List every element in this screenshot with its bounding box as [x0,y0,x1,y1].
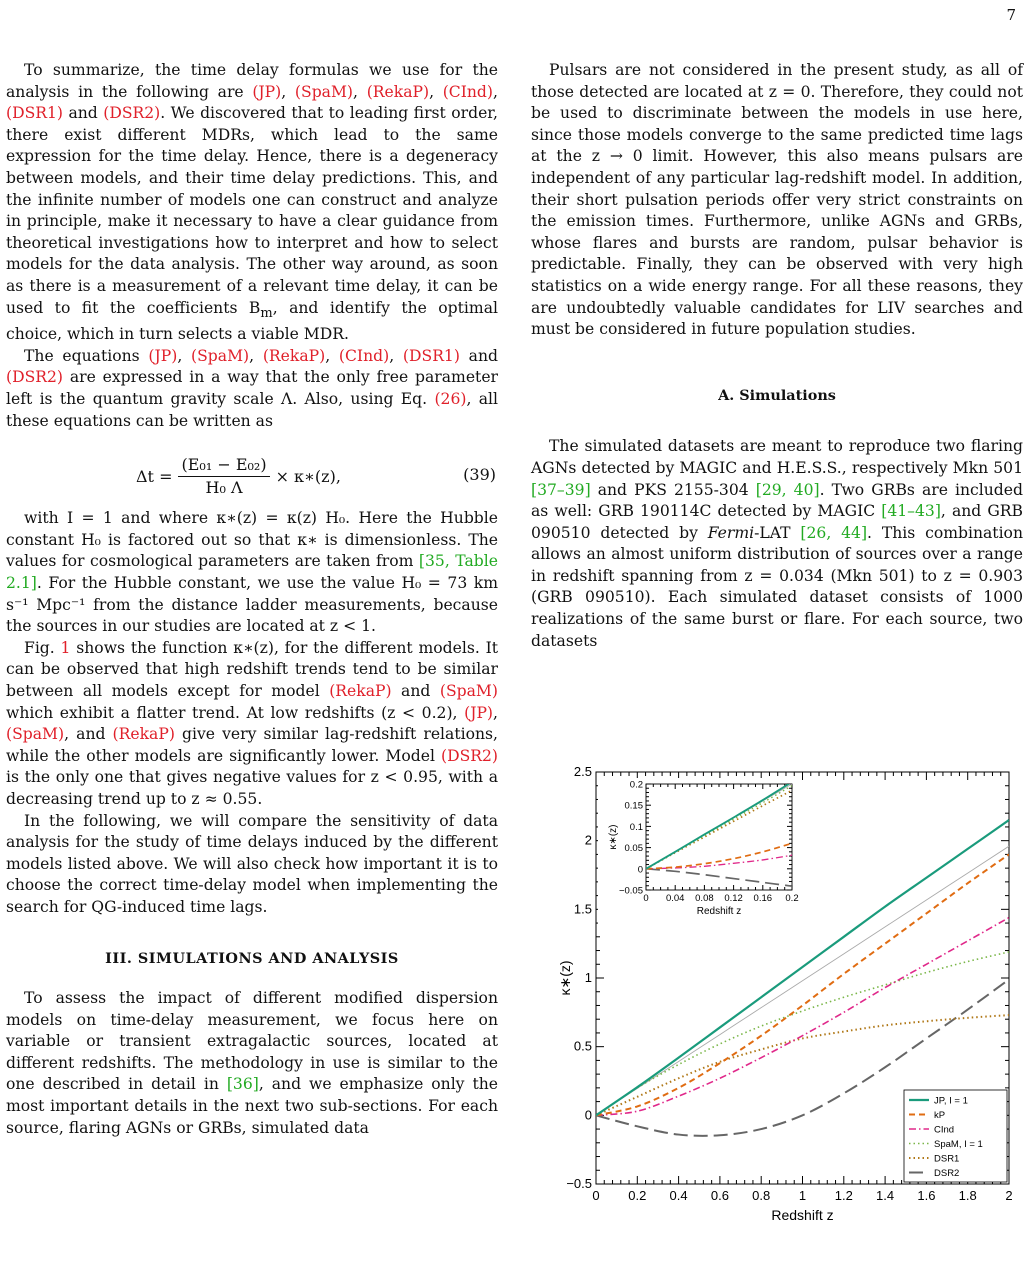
inset-y-tick-label: 0.15 [624,800,643,812]
equation-lhs: Δt = [136,466,173,486]
inset-y-tick-label: 0.1 [629,821,643,833]
inset-y-tick-label: 0.2 [629,779,643,791]
y-tick-label: 2 [584,832,592,848]
paragraph-equations: The equations (JP), (SpaM), (RekaP), (CInd), (DSR1) and (DSR2) are expressed in a way that the only free parameter left is the quantum gravity scale Λ. Also, using Eq. (26), all these equations can be written as [6,346,499,430]
chart-svg [556,760,1026,1230]
legend-label-kp: kP [934,1110,946,1121]
x-tick-label: 1.2 [834,1188,853,1203]
citation-36[interactable]: [36] [226,1075,259,1094]
y-tick-label: 2.5 [573,764,592,779]
x-tick-label: 1 [798,1188,807,1203]
legend-label-cind: CInd [934,1124,955,1136]
eq-ref-dsr2[interactable]: (DSR2) [440,746,498,765]
eq-ref-dsr1[interactable]: (DSR1) [402,346,460,365]
left-column [6,60,498,1139]
inset-y-tick-label: 0 [637,864,643,876]
paragraph-hubble: with I = 1 and where κ∗(z) = κ(z) H₀. Here the Hubble constant H₀ is factored out so that κ∗ is dimensionless. The values for cosmological parameters are taken from [35, Table 2.1]. For the Hubble constant, we use the value H₀ = 73 km s⁻¹ Mpc⁻¹ from the distance ladder measurements, because the sources in our studies are located at z < 1. [6,509,498,636]
inset-x-tick-label: 0.12 [724,893,743,904]
eq-ref-rekap[interactable]: (RekaP) [262,346,326,365]
eq-ref-jp[interactable]: (JP) [252,82,282,101]
legend-label-spam-i-1: SpaM, I = 1 [934,1139,983,1150]
x-tick-label: 1.4 [876,1188,895,1203]
citation-35[interactable]: [35, Table 2.1] [6,552,498,592]
x-tick-label: 0.6 [710,1188,729,1203]
equation-fraction [178,454,269,498]
eq-ref-spam[interactable]: (SpaM) [439,681,498,700]
y-tick-label: −0.5 [566,1176,592,1191]
equation-number: (39) [463,465,496,485]
paragraph-pulsars: Pulsars are not considered in the present study, as all of those detected are located at z = 0. Therefore, they could not be used to discriminate between the models in use here, since those models converge to the same predicted time lags at the z → 0 limit. However, this also means pulsars are independent of any particular lag-redshift model. In addition, their short pulsation periods offer very strict constraints on the emission times. Furthermore, unlike AGNs and GRBs, whose flares and bursts are random, pulsar behavior is predictable. Finally, they can be observed with very high statistics on a wide energy range. For all these reasons, they are undoubtedly valuable candidates for LIV searches and must be considered in future population studies. [531,61,1023,339]
eq-ref-dsr1[interactable]: (DSR1) [6,104,64,123]
y-tick-label: 1 [584,970,592,985]
eq-ref-rekap[interactable]: (RekaP) [366,82,430,101]
paragraph-methodology: To assess the impact of different modified dispersion models on time-delay measurement, we focus here on variable or transient extragalactic sources, located at different redshifts. The methodology in use is similar to the one described in detail in [36], and we emphasize only the most important details in the next two sub-sections. For each source, flaring AGNs or GRBs, simulated data [6,989,498,1137]
inset-x-tick-label: 0.04 [665,893,685,904]
eq-ref-cind[interactable]: (CInd) [442,82,494,101]
x-axis-label: Redshift z [771,1207,834,1223]
inset-y-axis-label: κ∗(z) [608,824,619,850]
y-axis-label: κ∗(z) [557,960,573,996]
citation-29-40[interactable]: [29, 40] [755,480,820,499]
subsection-heading: A. Simulations [718,386,836,404]
citation-41-43[interactable]: [41–43] [881,502,941,521]
eq-ref-spam[interactable]: (SpaM) [191,346,250,365]
citation-26-44[interactable]: [26, 44] [800,523,868,542]
x-tick-label: 0 [592,1188,600,1203]
eq-ref-26[interactable]: (26) [434,390,467,409]
inset-x-tick-label: 0.08 [695,893,714,904]
legend-label-dsr1: DSR1 [934,1153,960,1165]
equation-numerator: (E₀₁ − E₀₂) [178,454,269,477]
section-heading: III. SIMULATIONS AND ANALYSIS [105,950,399,968]
eq-ref-spam[interactable]: (SpaM) [6,725,65,744]
inset-x-axis-label: Redshift z [696,906,742,917]
right-column [531,60,1023,652]
inset-y-tick-label: 0.05 [624,843,643,855]
x-tick-label: 0.8 [752,1188,771,1203]
eq-ref-dsr2[interactable]: (DSR2) [103,104,161,123]
paragraph-simulations: The simulated datasets are meant to reproduce two flaring AGNs detected by MAGIC and H.E.S.S., respectively Mkn 501 [37–39] and PKS 2155-304 [29, 40]. Two GRBs are included as well: GRB 190114C detected by MAGIC [41–43], and GRB 090510 detected by Fermi-LAT [26, 44]. This combination allows an almost uniform distribution of sources over a range in redshift spanning from z = 0.034 (Mkn 501) to z = 0.903 (GRB 090510). Each simulated dataset consists of 1000 realizations of the same burst or flare. For each source, two datasets [531,437,1023,650]
figure-kappa-redshift [556,760,1026,1230]
eq-ref-jp[interactable]: (JP) [464,703,494,722]
equation-denominator: H₀ Λ [205,477,243,497]
citation-37-39[interactable]: [37–39] [531,480,591,499]
x-tick-label: 1.6 [917,1188,936,1203]
x-tick-label: 1.8 [958,1188,977,1203]
eq-ref-jp[interactable]: (JP) [148,346,178,365]
y-tick-label: 1.5 [573,901,592,917]
y-tick-label: 0.5 [573,1038,592,1054]
eq-ref-spam[interactable]: (SpaM) [294,82,354,101]
series-line-cind [596,918,1009,1116]
inset-x-tick-label: 0 [643,893,649,904]
equation-rhs: × κ∗(z), [275,466,341,486]
inset-y-tick-label: −0.05 [618,885,643,897]
figure-ref-1[interactable]: 1 [60,638,71,657]
x-tick-label: 0.2 [628,1188,647,1203]
inset-x-tick-label: 0.2 [785,893,799,904]
legend-label-dsr2: DSR2 [934,1168,960,1179]
eq-ref-rekap[interactable]: (RekaP) [112,725,175,744]
eq-ref-cind[interactable]: (CInd) [338,346,390,365]
eq-ref-dsr2[interactable]: (DSR2) [6,368,64,387]
legend-label-jp-i-1: JP, I = 1 [934,1095,968,1107]
equation-39 [6,446,498,500]
x-tick-label: 2 [1005,1188,1013,1203]
paragraph-summary: To summarize, the time delay formulas we use for the analysis in the following are (JP), (SpaM), (RekaP), (CInd), (DSR1) and (DSR2). We discovered that to leading first order, there exist different MDRs, which lead to the same expression for the time delay. Hence, there is a degeneracy between models, and their time delay predictions. This, and the infinite number of models one can construct and analyze in principle, make it necessary to have a clear guidance from theoretical investigations how to interpret and how to select models for the data analysis. The other way around, as soon as there is a measurement of a relevant time delay, it can be used to fit the coefficients $B_m$, and identify the optimal choice, which in turn selects a viable MDR. [6,61,498,344]
eq-ref-rekap[interactable]: (RekaP) [329,681,392,700]
page-number: 7 [1006,6,1016,24]
y-tick-label: 0 [584,1107,592,1123]
x-tick-label: 0.4 [669,1188,688,1203]
inset-x-tick-label: 0.16 [753,893,773,904]
paragraph-figure-discussion: Fig. 1 shows the function κ∗(z), for the different models. It can be observed that high redshift trends tend to be similar between all models except for model (RekaP) and (SpaM) which exhibit a flatter trend. At low redshifts (z < 0.2), (JP), (SpaM), and (RekaP) give very similar lag-redshift relations, while the other models are significantly lower. Model (DSR2) is the only one that gives negative values for z < 0.95, with a decreasing trend up to z ≈ 0.55. [6,638,499,808]
paragraph-following: In the following, we will compare the sensitivity of data analysis for the study of time delays induced by the different models listed above. We will also check how important it is to choose the correct time-delay model when implementing the search for QG-induced time lags. [6,811,498,916]
